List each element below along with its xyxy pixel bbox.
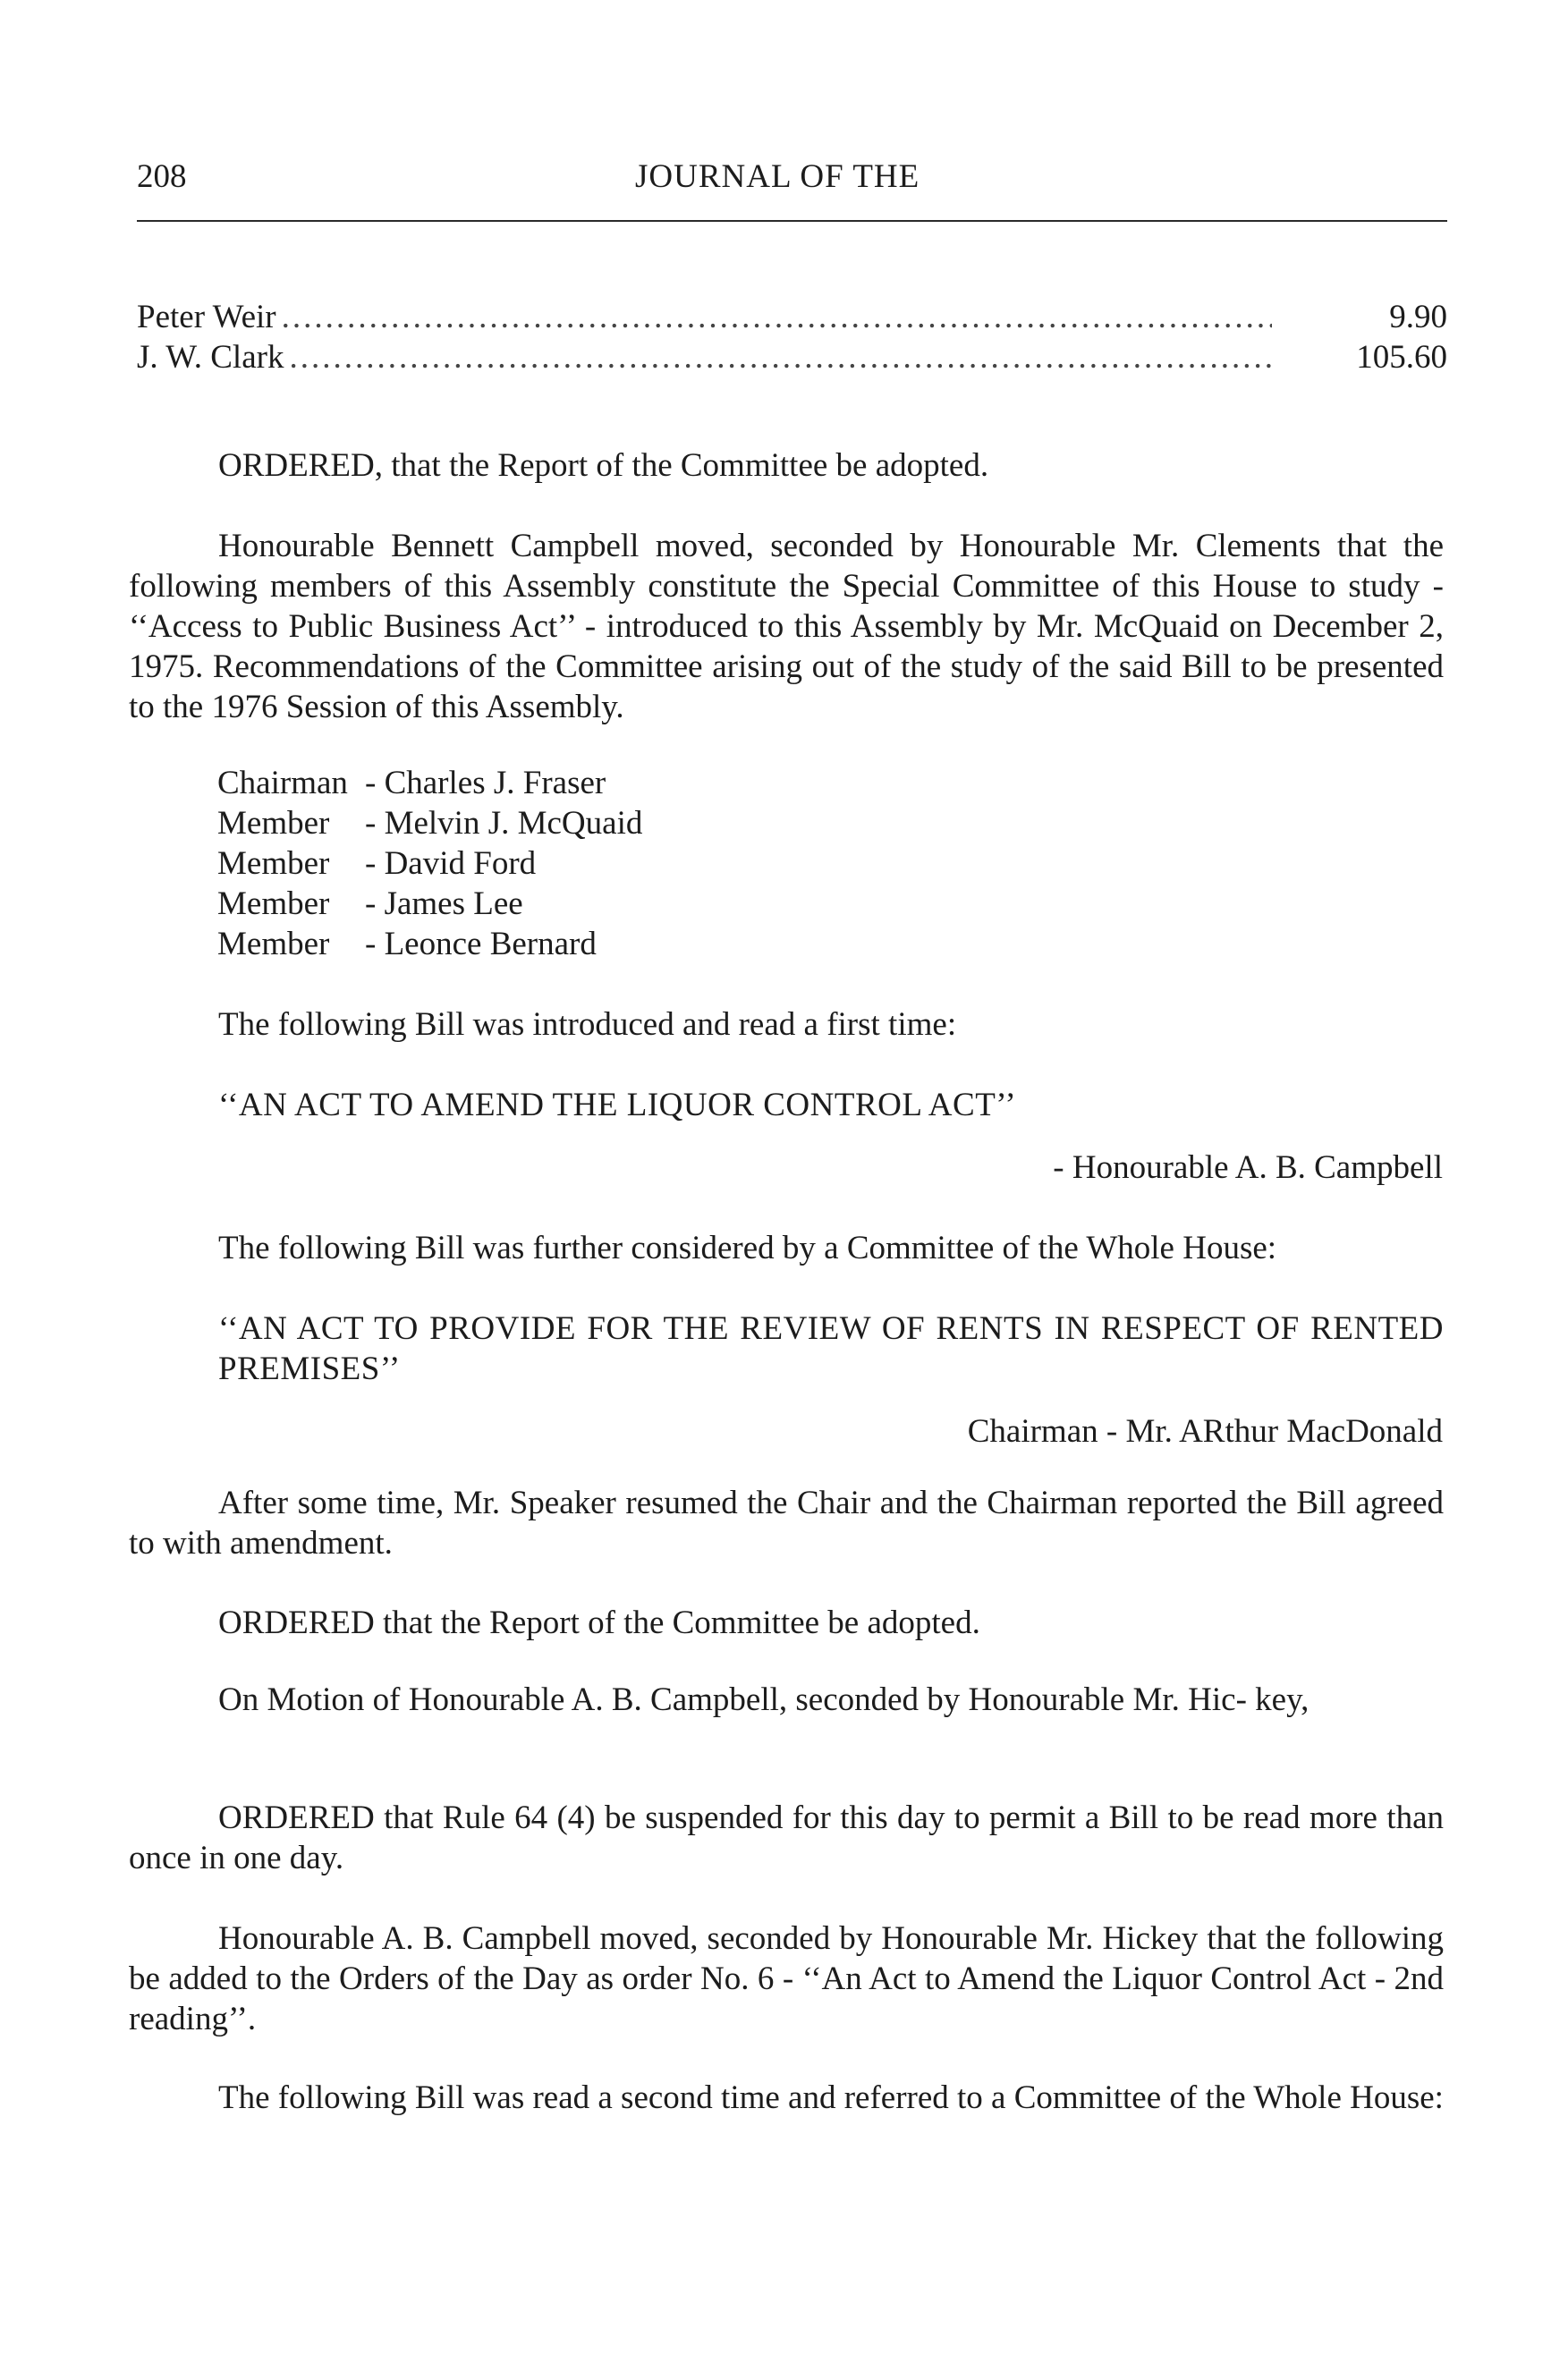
account-name: J. W. Clark [137,339,284,376]
dot-leader [289,337,1272,377]
account-amount: 105.60 [1356,339,1447,376]
motion-paragraph: On Motion of Honourable A. B. Campbell, seconded by Honourable Mr. Hic- key, [218,1681,1309,1718]
ordered-paragraph: ORDERED that Rule 64 (4) be suspended for this day to permit a Bill to be read more than once in one day. [129,1799,1444,1876]
committee-role: Member [217,885,330,922]
account-row [137,297,1447,337]
accounts-list [137,297,1447,377]
bill-sponsor: - Honourable A. B. Campbell [1053,1149,1443,1186]
dot-leader [282,297,1272,337]
ordered-paragraph: ORDERED that the Report of the Committee be adopted. [218,1605,980,1641]
motion-paragraph: Honourable A. B. Campbell moved, seconded by Honourable Mr. Hickey that the following be added to the Orders of the Day as order No. 6 - ‘‘An Act to Amend the Liquor Control Act - 2nd reading’’. [129,1920,1444,2037]
committee-row [217,763,642,803]
bill-intro-paragraph: The following Bill was introduced and read a first time: [218,1006,957,1043]
committee-member-name: - Leonce Bernard [365,926,597,962]
motion-paragraph: Honourable Bennett Campbell moved, seconded by Honourable Mr. Clements that the following members of this Assembly constitute the Special Committee of this House to study - ‘‘Access to Public Business Act’’ - introduced to this Assembly by Mr. McQuaid on December 2, 1975. Recommendations of the Committee arising out of the study of the said Bill to be presented to the 1976 Session of this Assembly. [129,528,1444,725]
running-title: JOURNAL OF THE [635,158,920,195]
account-name: Peter Weir [137,299,276,335]
header-rule [137,220,1447,222]
committee-member-name: - Charles J. Fraser [365,765,606,801]
committee-role: Member [217,926,330,962]
account-amount: 9.90 [1389,299,1447,335]
committee-member-name: - David Ford [365,845,537,882]
account-row [137,337,1447,377]
committee-member-name: - James Lee [365,885,523,922]
bill-title: ‘‘AN ACT TO AMEND THE LIQUOR CONTROL ACT’’ [218,1087,1017,1123]
committee-list [217,763,642,964]
second-reading-paragraph: The following Bill was read a second time and referred to a Committee of the Whole House: [218,2079,1444,2116]
committee-row [217,924,642,964]
ordered-paragraph: ORDERED, that the Report of the Committee be adopted. [218,447,989,484]
committee-consideration-paragraph: The following Bill was further considered by a Committee of the Whole House: [218,1230,1277,1266]
bill-title: ‘‘AN ACT TO PROVIDE FOR THE REVIEW OF RENTS IN RESPECT OF RENTED PREMISES’’ [218,1310,1444,1387]
page-header [137,157,1443,201]
committee-row [217,803,642,843]
committee-role: Member [217,845,330,882]
committee-member-name: - Melvin J. McQuaid [365,805,643,842]
page-number: 208 [137,158,187,195]
committee-row [217,884,642,924]
speaker-paragraph: After some time, Mr. Speaker resumed the Chair and the Chairman reported the Bill agreed to with amendment. [129,1485,1444,1562]
committee-role: Member [217,805,330,842]
committee-role: Chairman [217,765,348,801]
committee-chairman: Chairman - Mr. ARthur MacDonald [967,1413,1443,1450]
committee-row [217,843,642,884]
